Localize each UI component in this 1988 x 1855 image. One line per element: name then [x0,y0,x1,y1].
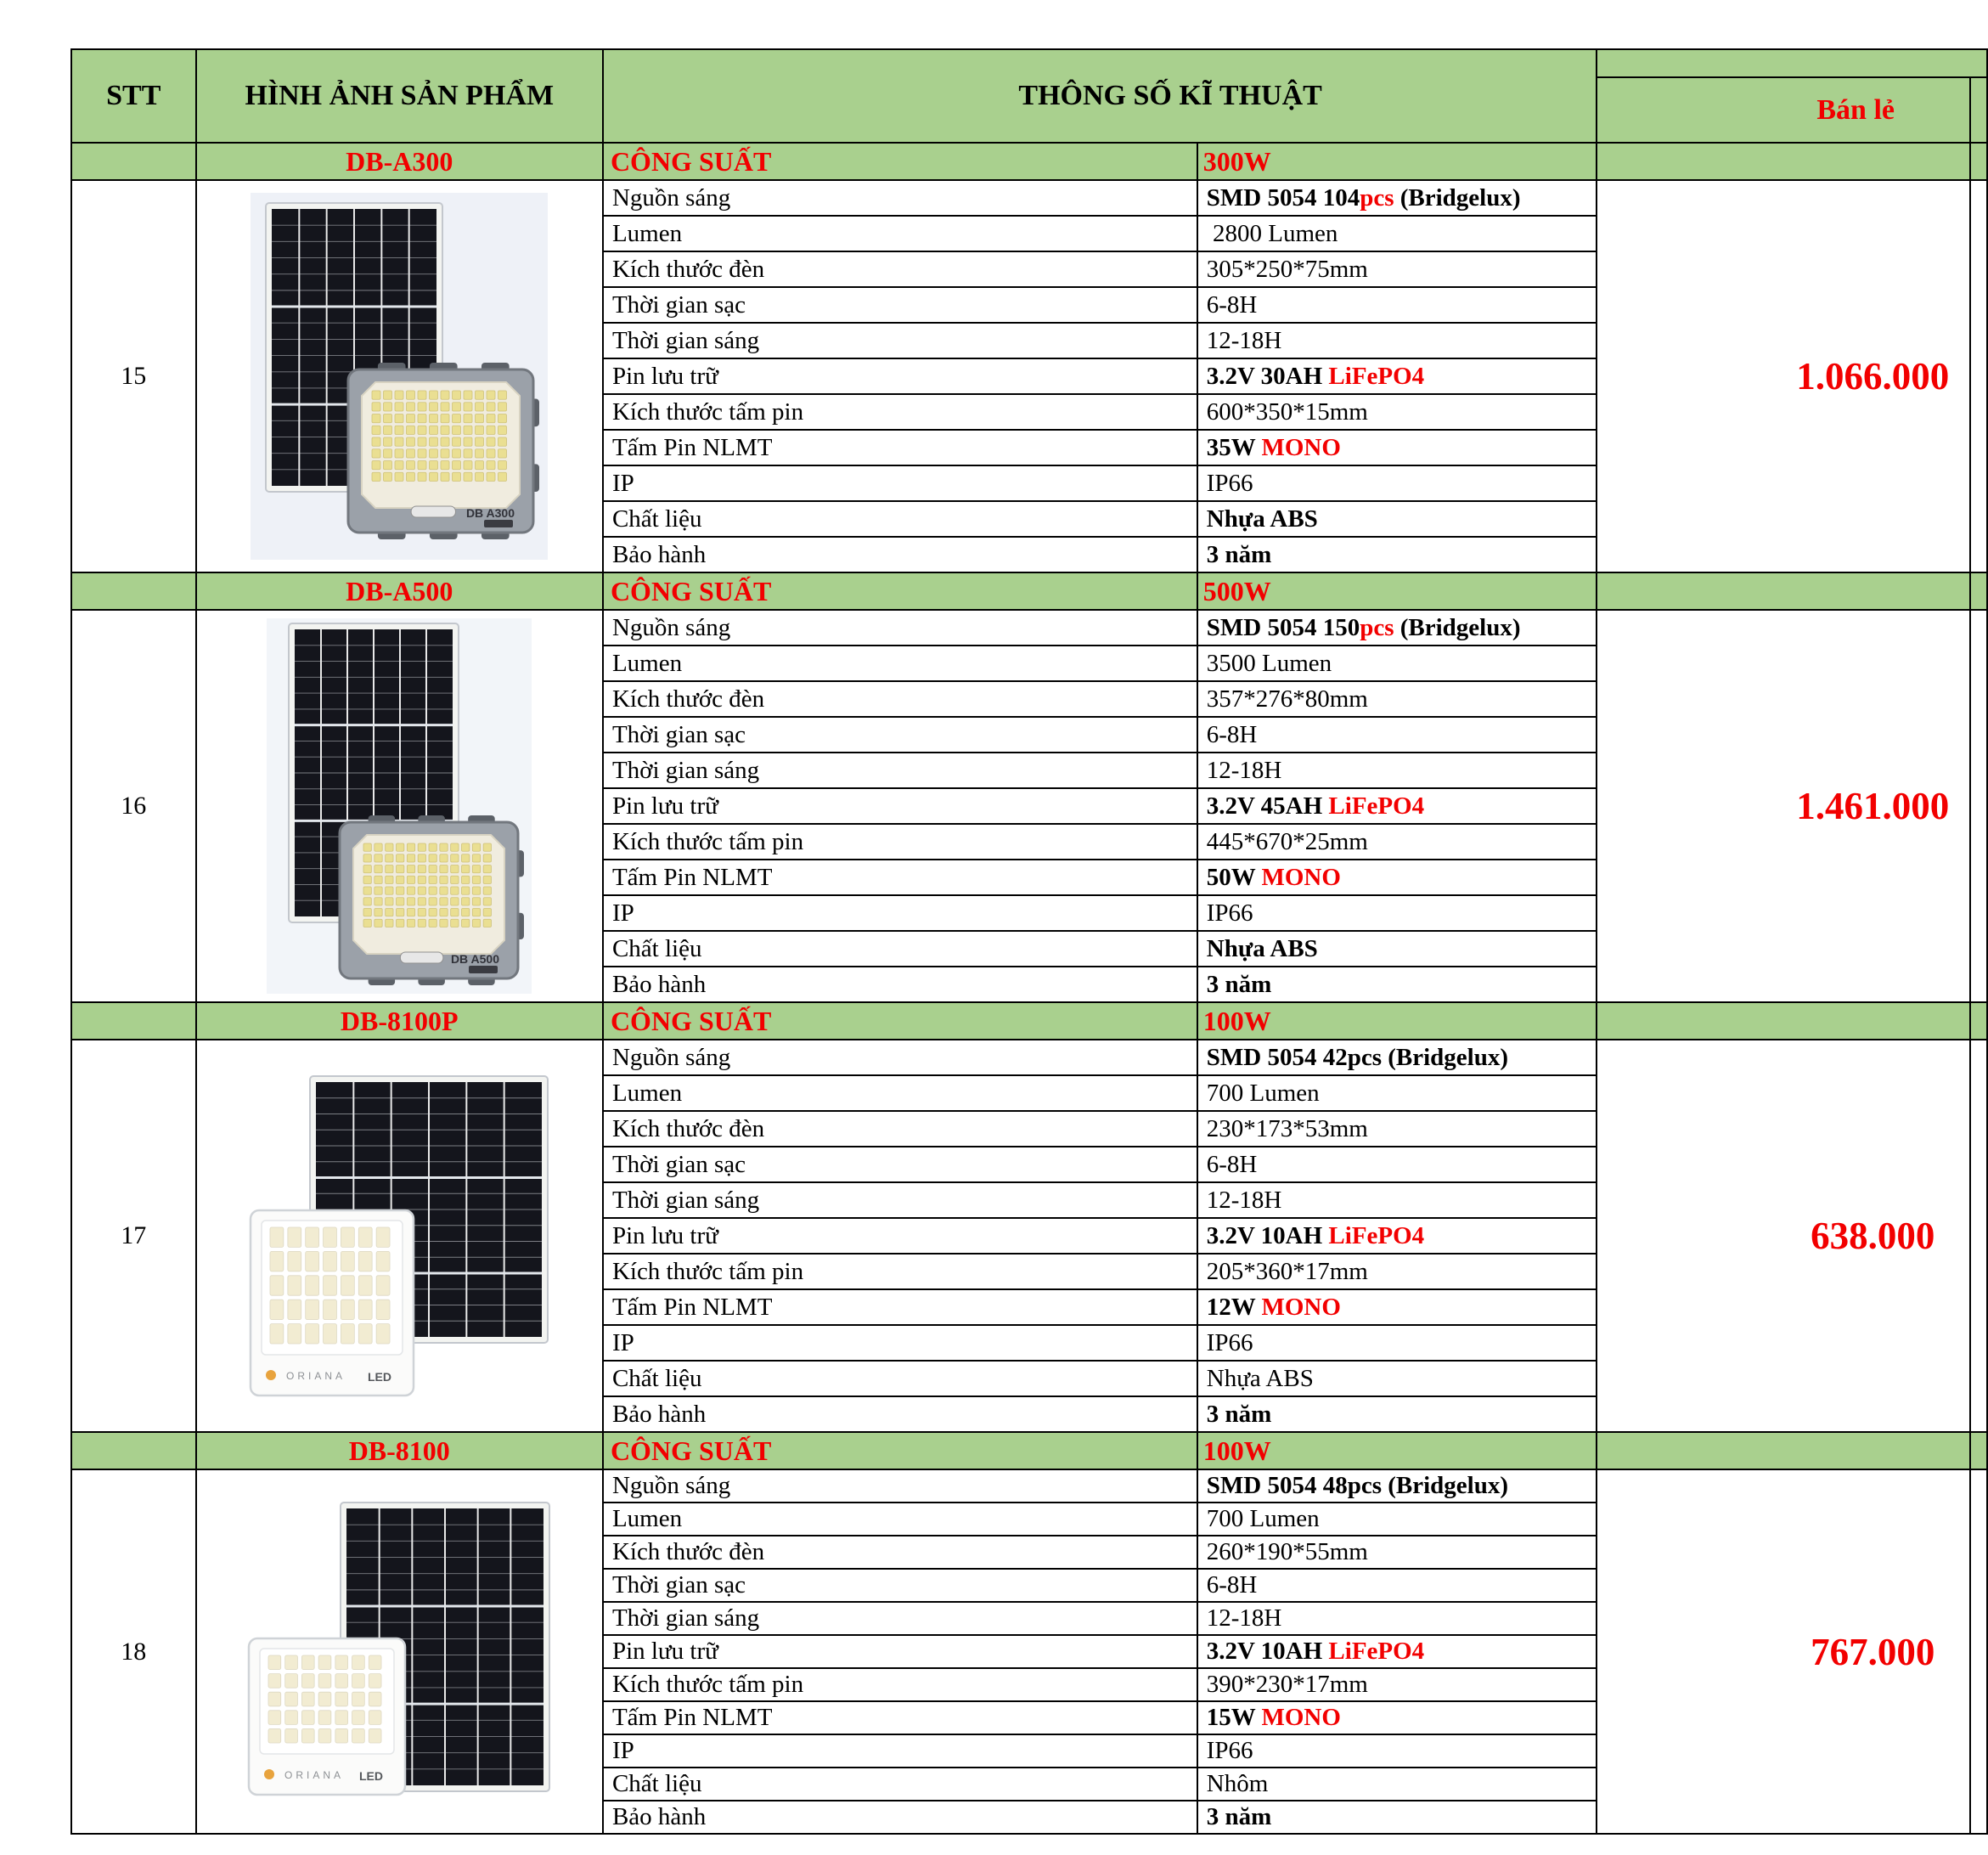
spec-value-text: 3 năm [1206,1400,1272,1428]
spec-value [1197,895,1597,931]
spec-value-text: (Bridgelux) [1394,183,1521,211]
spec-value-text: (Bridgelux) [1394,613,1521,641]
spec-value-text: 230*173*53mm [1206,1114,1368,1142]
spec-label: Pin lưu trữ [603,1218,1197,1254]
spec-value-highlight: LiFePO4 [1328,1638,1425,1665]
spec-value-text: 6-8H [1206,290,1258,319]
spec-value-highlight: pcs [1360,183,1394,211]
spec-value-highlight: MONO [1261,863,1341,891]
spec-label: Tấm Pin NLMT [603,860,1197,895]
spec-value-highlight: MONO [1261,1704,1341,1731]
power-value: 100W [1197,1002,1597,1040]
header-stt: STT [71,49,196,143]
spec-value-text: 3 năm [1206,970,1272,998]
power-label: CÔNG SUẤT [603,143,1197,180]
spec-value-text: 700 Lumen [1206,1505,1320,1532]
power-label: CÔNG SUẤT [603,1002,1197,1040]
spec-value-text: SMD 5054 42pcs (Bridgelux) [1206,1043,1508,1071]
header-retail: Bán lẻ [1597,77,1970,143]
spec-value-text: 15W [1206,1704,1262,1731]
product-photo-image [245,1068,553,1404]
spec-value [1197,967,1597,1002]
spec-label: Chất liệu [603,1361,1197,1396]
spec-value-highlight: MONO [1261,433,1341,461]
spec-value [1197,430,1597,465]
spec-label: Chất liệu [603,931,1197,967]
spec-label: Pin lưu trữ [603,788,1197,824]
spec-label: Thời gian sáng [603,753,1197,788]
spec-value-text: 2800 Lumen [1206,219,1338,247]
spec-value [1197,358,1597,394]
floodlight [340,815,524,985]
model-name: DB-A500 [196,572,603,610]
device-model-label: DB A500 [451,952,500,966]
spec-label: Bảo hành [603,1396,1197,1432]
model-row-stt-spacer [71,1002,196,1040]
spec-value [1197,1040,1597,1075]
spec-label: Thời gian sáng [603,1602,1197,1635]
spec-label: Lumen [603,646,1197,681]
spec-value [1197,465,1597,501]
spec-value-text: IP66 [1206,899,1253,927]
spec-label: Lumen [603,1503,1197,1536]
power-label: CÔNG SUẤT [603,1432,1197,1469]
spec-value-highlight: MONO [1261,1293,1341,1321]
spec-label: Kích thước đèn [603,681,1197,717]
spec-value [1197,287,1597,323]
spec-value-text: 700 Lumen [1206,1079,1320,1107]
spec-label: Kích thước tấm pin [603,394,1197,430]
spec-label: Kích thước đèn [603,1536,1197,1569]
spec-value [1197,1768,1597,1801]
spec-value-text: 3.2V 10AH [1206,1638,1329,1665]
model-header-row [71,1432,1987,1469]
model-row-edge-spacer [1970,1432,1987,1469]
model-row-price-spacer [1597,1002,1970,1040]
spec-value [1197,1734,1597,1768]
price-cell: 638.000 [1597,1040,1970,1432]
power-label: CÔNG SUẤT [603,572,1197,610]
spec-value-text: Nhựa ABS [1206,505,1318,533]
spec-value-text: 12W [1206,1293,1262,1321]
spec-value-text: Nhựa ABS [1206,934,1318,962]
spec-value [1197,1668,1597,1701]
product-photo [196,1040,603,1432]
spec-value [1197,216,1597,251]
spec-value-text: 3 năm [1206,1803,1272,1830]
spec-row [71,610,1987,646]
spec-label: Kích thước tấm pin [603,1668,1197,1701]
spec-value [1197,1503,1597,1536]
spec-value [1197,394,1597,430]
spec-value [1197,1396,1597,1432]
model-name: DB-8100P [196,1002,603,1040]
stt-cell: 15 [71,180,196,572]
product-photo-image [251,193,548,560]
spec-value-text: 6-8H [1206,1150,1258,1178]
price-table [70,48,1988,1835]
spec-label: IP [603,465,1197,501]
spec-value-text: IP66 [1206,1737,1253,1764]
spec-value [1197,1111,1597,1147]
header-specs: THÔNG SỐ KĨ THUẬT [603,49,1597,143]
edge-cell [1970,180,1987,572]
spec-value-text: 3.2V 30AH [1206,362,1329,390]
device-brand-label: ORIANA [284,1768,345,1781]
stt-cell: 16 [71,610,196,1002]
spec-value-text: 6-8H [1206,1571,1258,1598]
spec-value [1197,1801,1597,1834]
spec-row [71,1469,1987,1503]
spec-label: Thời gian sáng [603,323,1197,358]
spec-value [1197,1569,1597,1602]
spec-value-highlight: LiFePO4 [1328,362,1425,390]
floodlight [251,1210,414,1395]
model-row-stt-spacer [71,143,196,180]
model-header-row [71,143,1987,180]
spec-label: Lumen [603,216,1197,251]
spec-value-text: IP66 [1206,469,1253,497]
spec-value-text: 12-18H [1206,1604,1282,1632]
spec-label: Kích thước tấm pin [603,1254,1197,1289]
spec-value-text: SMD 5054 104 [1206,183,1360,211]
price-sheet [70,48,1988,1835]
spec-value-text: 6-8H [1206,720,1258,748]
spec-label: Thời gian sạc [603,1569,1197,1602]
floodlight [249,1638,405,1795]
edge-cell [1970,1469,1987,1834]
spec-value [1197,824,1597,860]
spec-label: Bảo hành [603,537,1197,572]
spec-label: Pin lưu trữ [603,358,1197,394]
spec-value [1197,1469,1597,1503]
spec-value-text: 3500 Lumen [1206,649,1332,677]
header-body [71,49,1987,143]
spec-label: IP [603,895,1197,931]
model-header-row [71,572,1987,610]
spec-label: Nguồn sáng [603,1040,1197,1075]
device-sublabel: LED [368,1370,392,1384]
spec-label: Thời gian sạc [603,717,1197,753]
spec-value-text: 12-18H [1206,756,1282,784]
model-row-edge-spacer [1970,1002,1987,1040]
spec-value [1197,681,1597,717]
model-row-price-spacer [1597,143,1970,180]
spec-value-text: 3 năm [1206,540,1272,568]
device-sublabel: LED [359,1768,384,1783]
spec-label: Kích thước đèn [603,251,1197,287]
model-row-price-spacer [1597,572,1970,610]
spec-value-text: 3.2V 10AH [1206,1221,1329,1249]
spec-label: Nguồn sáng [603,180,1197,216]
spec-value [1197,1147,1597,1182]
spec-label: Tấm Pin NLMT [603,430,1197,465]
spec-label: Pin lưu trữ [603,1635,1197,1668]
spec-label: Thời gian sạc [603,1147,1197,1182]
spec-value [1197,323,1597,358]
spec-value [1197,788,1597,824]
device-brand-label: ORIANA [286,1370,346,1382]
spec-value [1197,1602,1597,1635]
model-header-row [71,1002,1987,1040]
spec-value [1197,1289,1597,1325]
spec-value [1197,717,1597,753]
product-photo-image [267,618,532,994]
spec-value-highlight: pcs [1360,613,1394,641]
spec-value-text: 35W [1206,433,1262,461]
spec-value [1197,1635,1597,1668]
spec-value [1197,1254,1597,1289]
spec-value [1197,180,1597,216]
model-row-stt-spacer [71,1432,196,1469]
spec-value-text: 12-18H [1206,1186,1282,1214]
spec-value-highlight: LiFePO4 [1328,792,1425,820]
spec-value [1197,537,1597,572]
spec-label: Bảo hành [603,967,1197,1002]
spec-label: Tấm Pin NLMT [603,1701,1197,1734]
spec-label: Thời gian sạc [603,287,1197,323]
spec-value [1197,931,1597,967]
spec-value [1197,610,1597,646]
spec-value-highlight: LiFePO4 [1328,1221,1425,1249]
spec-label: Kích thước đèn [603,1111,1197,1147]
spec-value [1197,860,1597,895]
spec-value-text: 12-18H [1206,326,1282,354]
product-photo [196,180,603,572]
product-photo [196,610,603,1002]
product-photo-image [245,1501,553,1803]
spec-value-text: 305*250*75mm [1206,255,1368,283]
header-edge-spacer [1970,77,1987,143]
spec-label: IP [603,1325,1197,1361]
model-row-stt-spacer [71,572,196,610]
spec-value-text: SMD 5054 48pcs (Bridgelux) [1206,1472,1508,1499]
spec-value [1197,1361,1597,1396]
power-value: 500W [1197,572,1597,610]
power-value: 300W [1197,143,1597,180]
spec-value-text: 3.2V 45AH [1206,792,1329,820]
model-name: DB-8100 [196,1432,603,1469]
spec-value [1197,251,1597,287]
spec-row [71,1040,1987,1075]
spec-value [1197,1701,1597,1734]
spec-value-text: 390*230*17mm [1206,1671,1368,1698]
spec-label: Thời gian sáng [603,1182,1197,1218]
spec-value [1197,1182,1597,1218]
spec-value-text: SMD 5054 150 [1206,613,1360,641]
spec-label: Kích thước tấm pin [603,824,1197,860]
products-body [71,143,1987,1834]
floodlight [348,363,539,539]
spec-value [1197,501,1597,537]
spec-value-text: 50W [1206,863,1262,891]
spec-value [1197,1075,1597,1111]
spec-value [1197,646,1597,681]
model-row-price-spacer [1597,1432,1970,1469]
spec-value [1197,1325,1597,1361]
header-price-band [1597,49,1987,77]
price-cell: 1.461.000 [1597,610,1970,1002]
table-header-row-top [71,49,1987,77]
spec-value-text: IP66 [1206,1328,1253,1356]
spec-value-text: 260*190*55mm [1206,1538,1368,1565]
spec-value-text: 445*670*25mm [1206,827,1368,855]
price-cell: 767.000 [1597,1469,1970,1834]
spec-value [1197,753,1597,788]
model-row-edge-spacer [1970,572,1987,610]
spec-label: Tấm Pin NLMT [603,1289,1197,1325]
spec-label: IP [603,1734,1197,1768]
product-photo [196,1469,603,1834]
spec-label: Nguồn sáng [603,610,1197,646]
spec-value [1197,1536,1597,1569]
stt-cell: 18 [71,1469,196,1834]
spec-value-text: Nhôm [1206,1770,1269,1797]
spec-label: Chất liệu [603,1768,1197,1801]
spec-value-text: 600*350*15mm [1206,398,1368,426]
stt-cell: 17 [71,1040,196,1432]
spec-row [71,180,1987,216]
header-product-image: HÌNH ẢNH SẢN PHẨM [196,49,603,143]
spec-value-text: 357*276*80mm [1206,685,1368,713]
edge-cell [1970,610,1987,1002]
price-cell: 1.066.000 [1597,180,1970,572]
spec-label: Bảo hành [603,1801,1197,1834]
power-value: 100W [1197,1432,1597,1469]
edge-cell [1970,1040,1987,1432]
spec-value-text: Nhựa ABS [1206,1364,1314,1392]
spec-label: Lumen [603,1075,1197,1111]
spec-label: Nguồn sáng [603,1469,1197,1503]
model-name: DB-A300 [196,143,603,180]
model-row-edge-spacer [1970,143,1987,180]
spec-value-text: 205*360*17mm [1206,1257,1368,1285]
spec-label: Chất liệu [603,501,1197,537]
spec-value [1197,1218,1597,1254]
device-model-label: DB A300 [466,506,515,520]
